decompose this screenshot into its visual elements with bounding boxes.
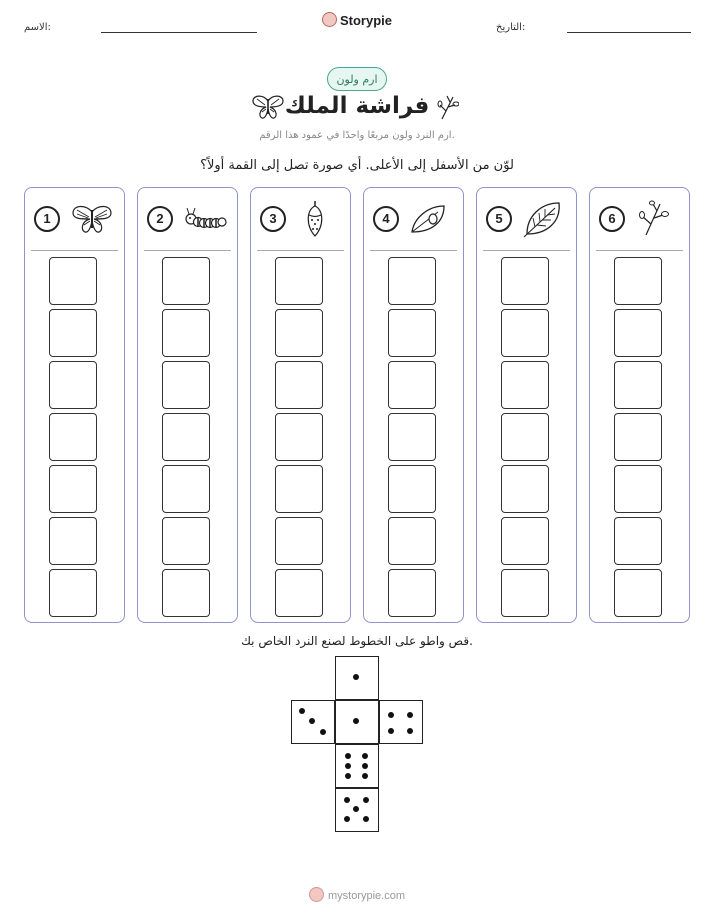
column-divider	[483, 250, 570, 251]
pip	[344, 816, 350, 822]
column-3	[250, 187, 351, 623]
color-square[interactable]	[501, 569, 549, 617]
color-square[interactable]	[49, 361, 97, 409]
column-divider	[31, 250, 118, 251]
color-square[interactable]	[388, 413, 436, 461]
column-number: 2	[147, 206, 173, 232]
milkweed-sprig-icon	[634, 200, 680, 238]
subtitle: ارم النرد ولون مربعًا واحدًا في عمود هذا الرقم.	[259, 130, 455, 141]
color-square[interactable]	[49, 257, 97, 305]
color-square[interactable]	[501, 517, 549, 565]
color-square[interactable]	[501, 257, 549, 305]
color-square[interactable]	[388, 465, 436, 513]
color-square[interactable]	[162, 465, 210, 513]
color-square[interactable]	[614, 257, 662, 305]
milkweed-sprig-icon	[437, 93, 459, 121]
color-square[interactable]	[614, 465, 662, 513]
column-divider	[596, 250, 683, 251]
pip	[388, 728, 394, 734]
color-square[interactable]	[275, 257, 323, 305]
pip	[320, 729, 326, 735]
pip	[345, 763, 351, 769]
page-title	[0, 93, 714, 119]
cut-instruction: قص واطو على الخطوط لصنع النرد الخاص بك.	[241, 634, 473, 648]
color-square[interactable]	[275, 569, 323, 617]
column-2	[137, 187, 238, 623]
pip	[299, 708, 305, 714]
color-square[interactable]	[275, 309, 323, 357]
color-square[interactable]	[388, 309, 436, 357]
color-square[interactable]	[162, 361, 210, 409]
color-square[interactable]	[162, 257, 210, 305]
die-face-1	[335, 656, 379, 700]
name-label: الاسم:	[24, 22, 51, 33]
instruction: لوّن من الأسفل إلى الأعلى. أي صورة تصل إلى القمة أولاً؟	[200, 158, 514, 173]
color-square[interactable]	[614, 309, 662, 357]
pip	[407, 712, 413, 718]
pip	[363, 816, 369, 822]
column-5	[476, 187, 577, 623]
color-square[interactable]	[388, 361, 436, 409]
column-number: 3	[260, 206, 286, 232]
pip	[344, 797, 350, 803]
color-square[interactable]	[614, 517, 662, 565]
color-square[interactable]	[614, 361, 662, 409]
name-line[interactable]	[101, 32, 257, 33]
column-4	[363, 187, 464, 623]
pip	[353, 718, 359, 724]
column-number: 5	[486, 206, 512, 232]
footer	[0, 887, 714, 902]
color-square[interactable]	[275, 517, 323, 565]
chrysalis-icon	[295, 200, 341, 238]
pip	[407, 728, 413, 734]
die-face-4	[379, 700, 423, 744]
color-square[interactable]	[388, 569, 436, 617]
pip	[353, 806, 359, 812]
color-square[interactable]	[162, 309, 210, 357]
color-square[interactable]	[388, 517, 436, 565]
brand-name: Storypie	[339, 13, 392, 28]
activity-badge: ارم ولون	[327, 67, 387, 91]
pip	[362, 773, 368, 779]
footer-url[interactable]: mystorypie.com	[327, 890, 406, 902]
color-square[interactable]	[501, 309, 549, 357]
die-face-1	[335, 700, 379, 744]
color-square[interactable]	[501, 465, 549, 513]
color-square[interactable]	[275, 465, 323, 513]
caterpillar-icon	[182, 200, 228, 238]
color-square[interactable]	[162, 413, 210, 461]
color-square[interactable]	[49, 309, 97, 357]
date-line[interactable]	[567, 32, 691, 33]
date-label: التاريخ:	[496, 22, 526, 33]
column-divider	[144, 250, 231, 251]
die-face-3	[291, 700, 335, 744]
color-square[interactable]	[49, 413, 97, 461]
pip	[362, 753, 368, 759]
butterfly-icon	[251, 94, 285, 120]
column-6	[589, 187, 690, 623]
leaf-icon	[521, 200, 567, 238]
color-square[interactable]	[614, 413, 662, 461]
color-square[interactable]	[49, 465, 97, 513]
storypie-logo-icon	[309, 887, 324, 902]
color-square[interactable]	[49, 517, 97, 565]
column-divider	[257, 250, 344, 251]
egg-on-leaf-icon	[408, 200, 454, 238]
color-square[interactable]	[162, 569, 210, 617]
color-square[interactable]	[614, 569, 662, 617]
column-divider	[370, 250, 457, 251]
color-square[interactable]	[49, 569, 97, 617]
title-text: فراشة الملك	[284, 93, 430, 119]
color-square[interactable]	[275, 413, 323, 461]
pip	[345, 773, 351, 779]
column-1	[24, 187, 125, 623]
color-square[interactable]	[501, 413, 549, 461]
color-square[interactable]	[501, 361, 549, 409]
pip	[388, 712, 394, 718]
butterfly-icon	[69, 200, 115, 238]
brand-logo	[0, 12, 714, 28]
storypie-logo-icon	[322, 12, 337, 27]
die-face-6	[335, 744, 379, 788]
pip	[345, 753, 351, 759]
column-number: 6	[599, 206, 625, 232]
pip	[362, 763, 368, 769]
column-number: 4	[373, 206, 399, 232]
pip	[363, 797, 369, 803]
die-face-5	[335, 788, 379, 832]
pip	[353, 674, 359, 680]
color-square[interactable]	[388, 257, 436, 305]
color-square[interactable]	[275, 361, 323, 409]
color-square[interactable]	[162, 517, 210, 565]
pip	[309, 718, 315, 724]
column-number: 1	[34, 206, 60, 232]
